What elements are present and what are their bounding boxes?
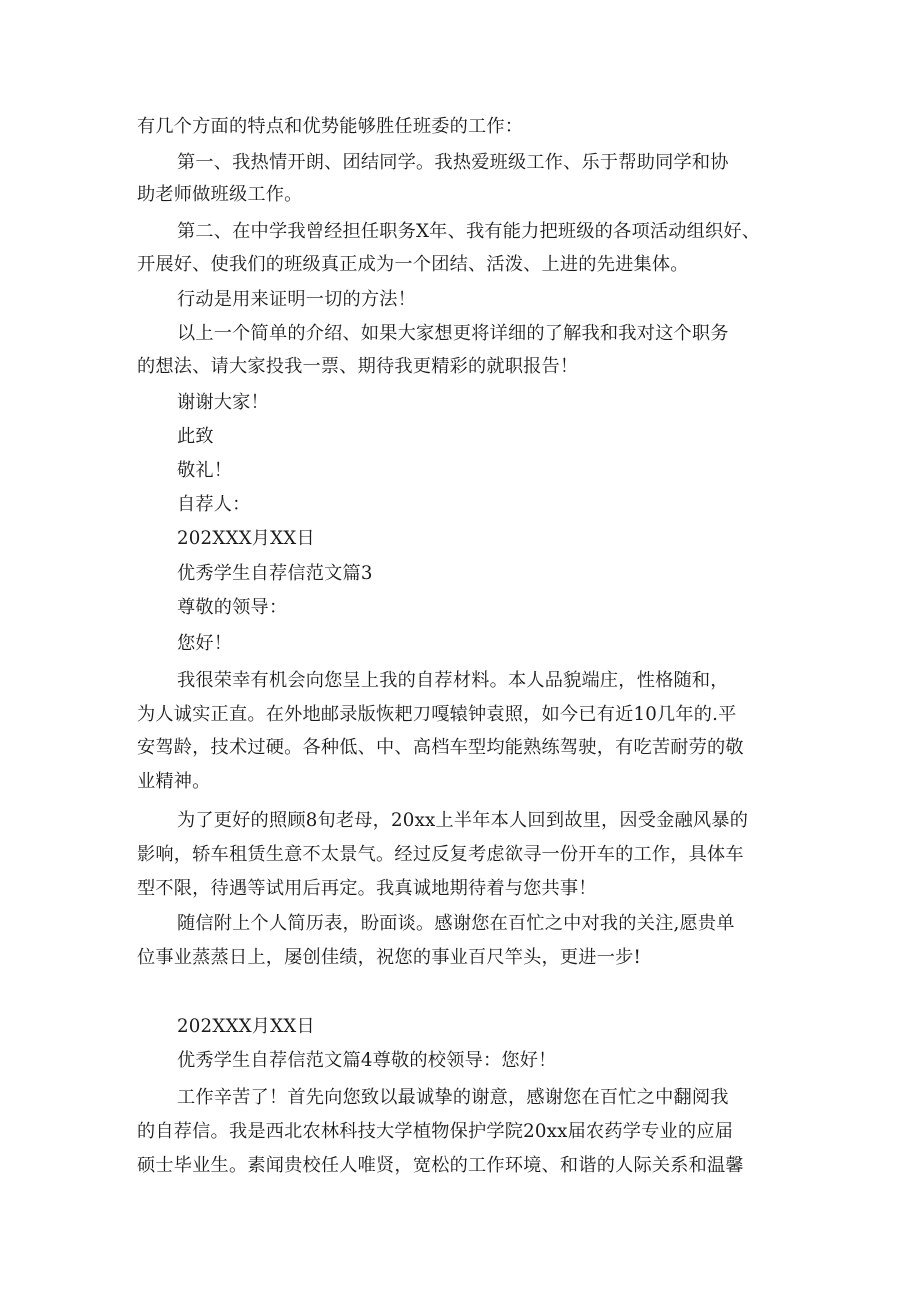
text-line: 工作辛苦了！首先向您致以最诚挚的谢意，感谢您在百忙之中翻阅我 xyxy=(177,1087,729,1108)
text-line: 位事业蒸蒸日上，屡创佳绩，祝您的事业百尺竿头，更进一步! xyxy=(137,947,641,968)
text-line: 谢谢大家！ xyxy=(177,392,269,413)
text-line: 的自荐信。我是西北农林科技大学植物保护学院20xx届农药学专业的应届 xyxy=(137,1121,734,1142)
text-line: 型不限，待遇等试用后再定。我真诚地期待着与您共事！ xyxy=(137,878,597,899)
text-line: 行动是用来证明一切的方法！ xyxy=(177,289,417,310)
text-line: 的想法、请大家投我一票、期待我更精彩的就职报告！ xyxy=(137,356,579,377)
text-line: 202XXX月XX日 xyxy=(177,528,315,549)
text-line: 随信附上个人简历表，盼面谈。感谢您在百忙之中对我的关注,愿贵单 xyxy=(177,913,735,934)
text-line: 为了更好的照顾8旬老母，20xx上半年本人回到故里，因受金融风暴的 xyxy=(177,810,749,831)
text-line: 202XXX月XX日 xyxy=(177,1016,315,1037)
text-line: 以上一个简单的介绍、如果大家想更将详细的了解我和我对这个职务 xyxy=(177,323,729,344)
text-line: 我很荣幸有机会向您呈上我的自荐材料。本人品貌端庄，性格随和， xyxy=(177,670,729,691)
text-line: 此致 xyxy=(177,426,214,447)
text-line: 业精神。 xyxy=(137,771,211,792)
text-line: 您好！ xyxy=(177,633,233,654)
text-line: 尊敬的领导： xyxy=(177,597,288,618)
text-line: 硕士毕业生。素闻贵校任人唯贤，宽松的工作环境、和谐的人际关系和温馨 xyxy=(137,1155,744,1176)
text-line: 影响，轿车租赁生意不太景气。经过反复考虑欲寻一份开车的工作，具体车 xyxy=(137,844,744,865)
text-line: 优秀学生自荐信范文篇3 xyxy=(177,563,373,584)
text-line: 自荐人： xyxy=(177,494,251,515)
text-line: 有几个方面的特点和优势能够胜任班委的工作： xyxy=(137,116,524,137)
text-line: 敬礼！ xyxy=(177,460,233,481)
text-line: 第一、我热情开朗、团结同学。我热爱班级工作、乐于帮助同学和协 xyxy=(177,152,729,173)
text-line: 安驾龄，技术过硬。各种低、中、高档车型均能熟练驾驶，有吃苦耐劳的敬 xyxy=(137,737,744,758)
text-line: 第二、在中学我曾经担任职务X年、我有能力把班级的各项活动组织好、 xyxy=(177,221,761,242)
text-line: 优秀学生自荐信范文篇4尊敬的校领导：您好！ xyxy=(177,1050,557,1071)
text-line: 助老师做班级工作。 xyxy=(137,184,303,205)
text-line: 开展好、使我们的班级真正成为一个团结、活泼、上进的先进集体。 xyxy=(137,254,689,275)
text-line: 为人诚实正直。在外地邮录版恢耙刀嘎辕钟袁照，如今已有近10几年的.平 xyxy=(137,704,737,725)
